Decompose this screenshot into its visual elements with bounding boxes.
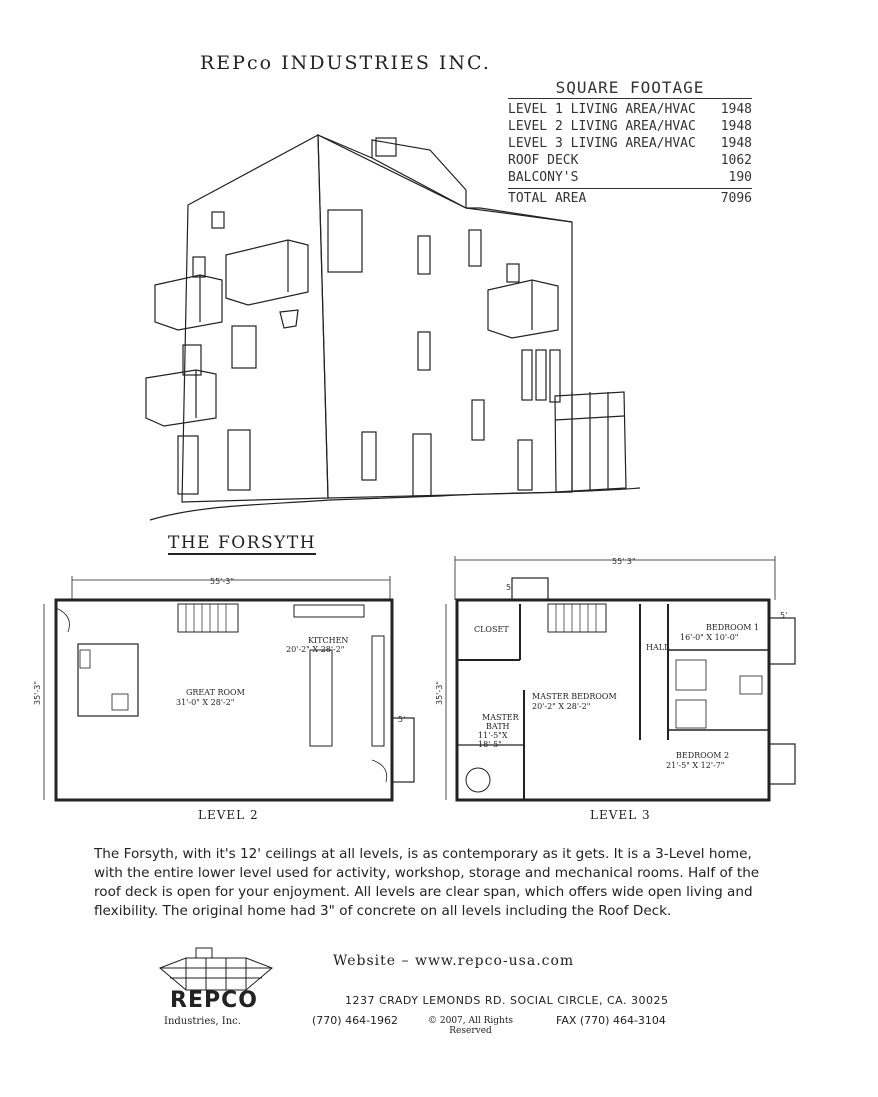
level-2-deck-dimension: 5'	[398, 715, 406, 724]
copyright-notice: © 2007, All Rights Reserved	[428, 1016, 514, 1036]
master-bath-label-2: BATH	[486, 722, 510, 731]
logo-subtitle: Industries, Inc.	[164, 1016, 241, 1027]
level-3-top-dimension: 5'	[506, 583, 514, 592]
bedroom-1-label: BEDROOM 1	[706, 623, 760, 632]
level-3-depth-dimension: 35'-3"	[435, 680, 444, 705]
level-3-deck-dimension: 5'	[780, 611, 788, 620]
bedroom-1-size: 16'-0" X 10'-0"	[680, 633, 739, 642]
master-bedroom-label: MASTER BEDROOM	[532, 692, 617, 701]
master-bath-size: 11'-5"X	[478, 731, 508, 740]
kitchen-label: KITCHEN	[308, 636, 349, 645]
bedroom-2-size: 21'-5" X 12'-7"	[666, 761, 725, 770]
sqft-row: LEVEL 3 LIVING AREA/HVAC 1948	[508, 136, 752, 151]
company-title: REPco INDUSTRIES INC.	[200, 52, 491, 74]
great-room-label: GREAT ROOM	[186, 688, 245, 697]
master-bedroom-size: 20'-2" X 28'-2"	[532, 702, 591, 711]
description-paragraph: The Forsyth, with it's 12' ceilings at all levels, is as contemporary as it gets. It is a 3-Level home, with the entire lower level used for activity, workshop, storage and mechanical rooms. Half of the roof deck is open for your enjoyment. All levels are clear span, which offers wide open living and flexibility. The original home had 3" of concrete on all levels including the Roof Deck.	[94, 846, 760, 919]
level-2-width-dimension: 55'-3"	[210, 577, 235, 586]
sqft-row: LEVEL 1 LIVING AREA/HVAC 1948	[508, 102, 752, 117]
level-3-label: LEVEL 3	[590, 808, 651, 822]
level-3-width-dimension: 55' 3"	[612, 557, 636, 566]
great-room-size: 31'-0" X 28'-2"	[176, 698, 235, 707]
company-address: 1237 CRADY LEMONDS RD. SOCIAL CIRCLE, CA. 30025	[345, 994, 669, 1007]
master-bath-label: MASTER	[482, 713, 519, 722]
sqft-total-row: TOTAL AREA 7096	[508, 188, 752, 207]
sqft-row: BALCONY'S 190	[508, 170, 752, 185]
bedroom-2-label: BEDROOM 2	[676, 751, 730, 760]
master-bath-size-2: 18'-5"	[478, 740, 502, 749]
fax-number: FAX (770) 464-3104	[556, 1014, 666, 1027]
plan-title: THE FORSYTH	[168, 533, 317, 553]
closet-label: CLOSET	[474, 625, 509, 634]
sqft-row: ROOF DECK 1062	[508, 153, 752, 168]
level-2-depth-dimension: 35'-3"	[33, 680, 42, 705]
hall-label: HALL	[646, 643, 670, 652]
phone-number: (770) 464-1962	[312, 1014, 399, 1027]
kitchen-size: 20'-2" X 28'-2"	[286, 645, 345, 654]
logo-name: REPCO	[170, 988, 258, 1013]
square-footage-heading: SQUARE FOOTAGE	[508, 78, 752, 99]
sqft-row: LEVEL 2 LIVING AREA/HVAC 1948	[508, 119, 752, 134]
website-link[interactable]: Website – www.repco-usa.com	[333, 953, 575, 969]
level-2-label: LEVEL 2	[198, 808, 259, 822]
